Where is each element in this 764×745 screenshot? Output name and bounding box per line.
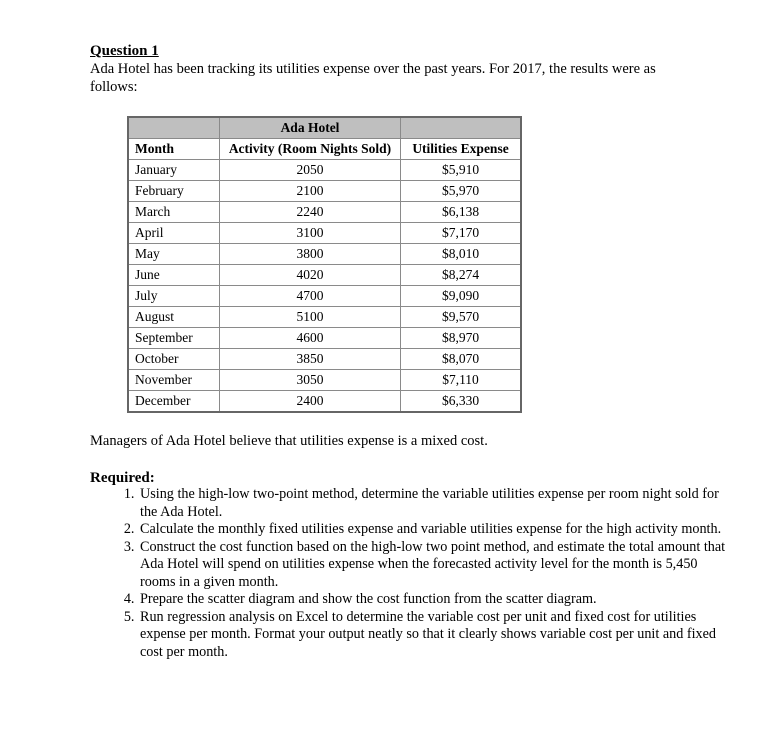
table-row (128, 307, 521, 328)
cell-month: August (128, 307, 220, 328)
question-block (90, 42, 690, 96)
cell-activity: 2400 (220, 391, 401, 413)
table-row (128, 160, 521, 181)
question-title: Question 1 (90, 43, 159, 59)
cell-activity: 2240 (220, 202, 401, 223)
table-caption: Ada Hotel (220, 117, 401, 139)
table-row (128, 244, 521, 265)
mixed-cost-note: Managers of Ada Hotel believe that utilities expense is a mixed cost. (90, 433, 488, 449)
cell-month: March (128, 202, 220, 223)
cell-utilities: $8,274 (401, 265, 522, 286)
cell-activity: 4700 (220, 286, 401, 307)
cell-month: May (128, 244, 220, 265)
table-row (128, 265, 521, 286)
table-row (128, 349, 521, 370)
header-activity: Activity (Room Nights Sold) (220, 139, 401, 160)
required-item: 2. Calculate the monthly fixed utilities expense and variable utilities expense for the high activity month. (138, 521, 728, 539)
cell-utilities: $5,970 (401, 181, 522, 202)
cell-activity: 4020 (220, 265, 401, 286)
cell-activity: 5100 (220, 307, 401, 328)
cell-activity: 2050 (220, 160, 401, 181)
table-body (128, 160, 521, 413)
required-item: 3. Construct the cost function based on the high-low two point method, and estimate the total amount that Ada Hotel will spend on utilities expense when the forecasted activity level for the month is 5,450 rooms in a given month. (138, 539, 728, 592)
cell-month: July (128, 286, 220, 307)
table-row (128, 370, 521, 391)
cell-utilities: $5,910 (401, 160, 522, 181)
required-item: 1. Using the high-low two-point method, determine the variable utilities expense per room night sold for the Ada Hotel. (138, 486, 728, 521)
table-caption-row (128, 117, 521, 139)
cell-month: November (128, 370, 220, 391)
cell-utilities: $8,970 (401, 328, 522, 349)
table-row (128, 202, 521, 223)
cell-month: January (128, 160, 220, 181)
cell-utilities: $8,010 (401, 244, 522, 265)
cell-month: April (128, 223, 220, 244)
utilities-table (127, 116, 522, 413)
header-utilities: Utilities Expense (401, 139, 522, 160)
required-title: Required: (90, 470, 155, 486)
question-intro: Ada Hotel has been tracking its utilities expense over the past years. For 2017, the results were as follows: (90, 61, 656, 95)
required-list (90, 486, 728, 661)
cell-utilities: $7,170 (401, 223, 522, 244)
cell-utilities: $8,070 (401, 349, 522, 370)
cell-utilities: $6,138 (401, 202, 522, 223)
table-row (128, 223, 521, 244)
cell-month: December (128, 391, 220, 413)
cell-utilities: $7,110 (401, 370, 522, 391)
cell-month: February (128, 181, 220, 202)
required-item: 5. Run regression analysis on Excel to determine the variable cost per unit and fixed cost for utilities expense per month. Format your output neatly so that it clearly shows variable cost per unit and fixed cost per month. (138, 609, 728, 662)
cell-utilities: $6,330 (401, 391, 522, 413)
cell-month: September (128, 328, 220, 349)
cell-month: June (128, 265, 220, 286)
table-row (128, 391, 521, 413)
cell-utilities: $9,090 (401, 286, 522, 307)
cell-activity: 3800 (220, 244, 401, 265)
cell-utilities: $9,570 (401, 307, 522, 328)
table-row (128, 181, 521, 202)
cell-activity: 3050 (220, 370, 401, 391)
cell-activity: 3850 (220, 349, 401, 370)
table-row (128, 286, 521, 307)
required-item: 4. Prepare the scatter diagram and show the cost function from the scatter diagram. (138, 591, 728, 609)
cell-activity: 4600 (220, 328, 401, 349)
cell-activity: 2100 (220, 181, 401, 202)
cell-month: October (128, 349, 220, 370)
header-month: Month (128, 139, 220, 160)
table-row (128, 328, 521, 349)
table-header-row (128, 139, 521, 160)
cell-activity: 3100 (220, 223, 401, 244)
